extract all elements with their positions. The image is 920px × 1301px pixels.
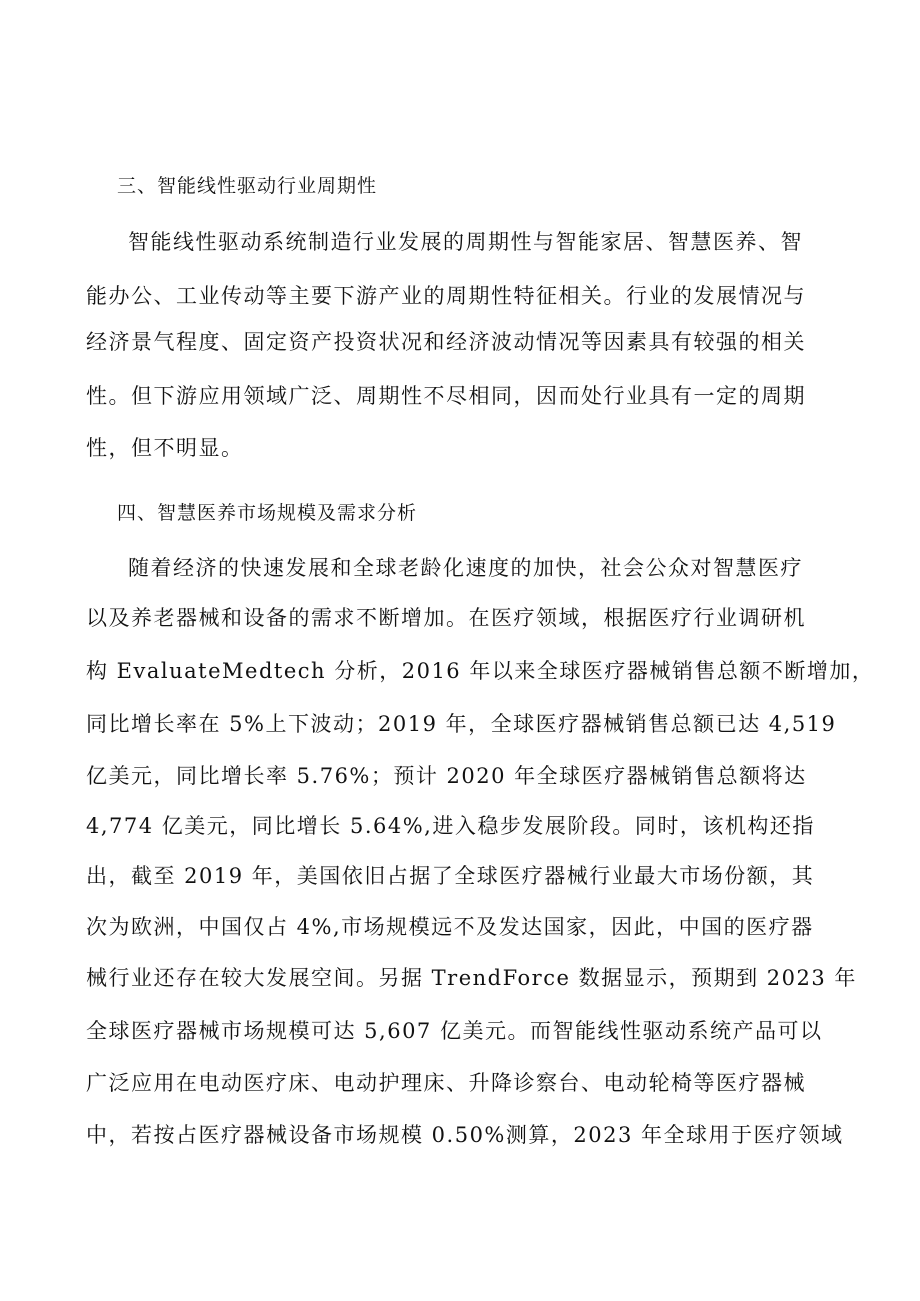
paragraph-line: 能办公、工业传动等主要下游产业的周期性特征相关。行业的发展情况与 (86, 284, 806, 308)
paragraph-line: 以及养老器械和设备的需求不断增加。在医疗领域，根据医疗行业调研机 (86, 606, 806, 630)
paragraph-line: 广泛应用在电动医疗床、电动护理床、升降诊察台、电动轮椅等医疗器械 (86, 1071, 806, 1095)
paragraph-line: 构 EvaluateMedtech 分析，2016 年以来全球医疗器械销售总额不断增加， (86, 659, 875, 683)
paragraph-line: 出，截至 2019 年，美国依旧占据了全球医疗器械行业最大市场份额，其 (86, 864, 815, 888)
paragraph-line: 智能线性驱动系统制造行业发展的周期性与智能家居、智慧医养、智 (128, 230, 803, 254)
section-heading-4: 四、智慧医养市场规模及需求分析 (117, 502, 418, 524)
section-heading-3: 三、智能线性驱动行业周期性 (117, 175, 378, 197)
paragraph-line: 性。但下游应用领域广泛、周期性不尽相同，因而处行业具有一定的周期 (86, 384, 806, 408)
paragraph-line: 次为欧洲，中国仅占 4%,市场规模远不及发达国家，因此，中国的医疗器 (86, 915, 814, 939)
paragraph-line: 械行业还存在较大发展空间。另据 TrendForce 数据显示，预期到 2023 年 (86, 966, 857, 990)
paragraph-line: 随着经济的快速发展和全球老龄化速度的加快，社会公众对智慧医疗 (128, 556, 803, 580)
paragraph-line: 经济景气程度、固定资产投资状况和经济波动情况等因素具有较强的相关 (86, 330, 806, 354)
paragraph-line: 同比增长率在 5%上下波动；2019 年，全球医疗器械销售总额已达 4,519 (86, 712, 837, 736)
paragraph-line: 中，若按占医疗器械设备市场规模 0.50%测算，2023 年全球用于医疗领域 (86, 1123, 844, 1147)
paragraph-line: 性，但不明显。 (86, 436, 244, 460)
paragraph-line: 亿美元，同比增长率 5.76%；预计 2020 年全球医疗器械销售总额将达 (86, 764, 807, 788)
paragraph-line: 全球医疗器械市场规模可达 5,607 亿美元。而智能线性驱动系统产品可以 (86, 1019, 823, 1043)
paragraph-line: 4,774 亿美元，同比增长 5.64%,进入稳步发展阶段。同时，该机构还指 (86, 814, 815, 838)
